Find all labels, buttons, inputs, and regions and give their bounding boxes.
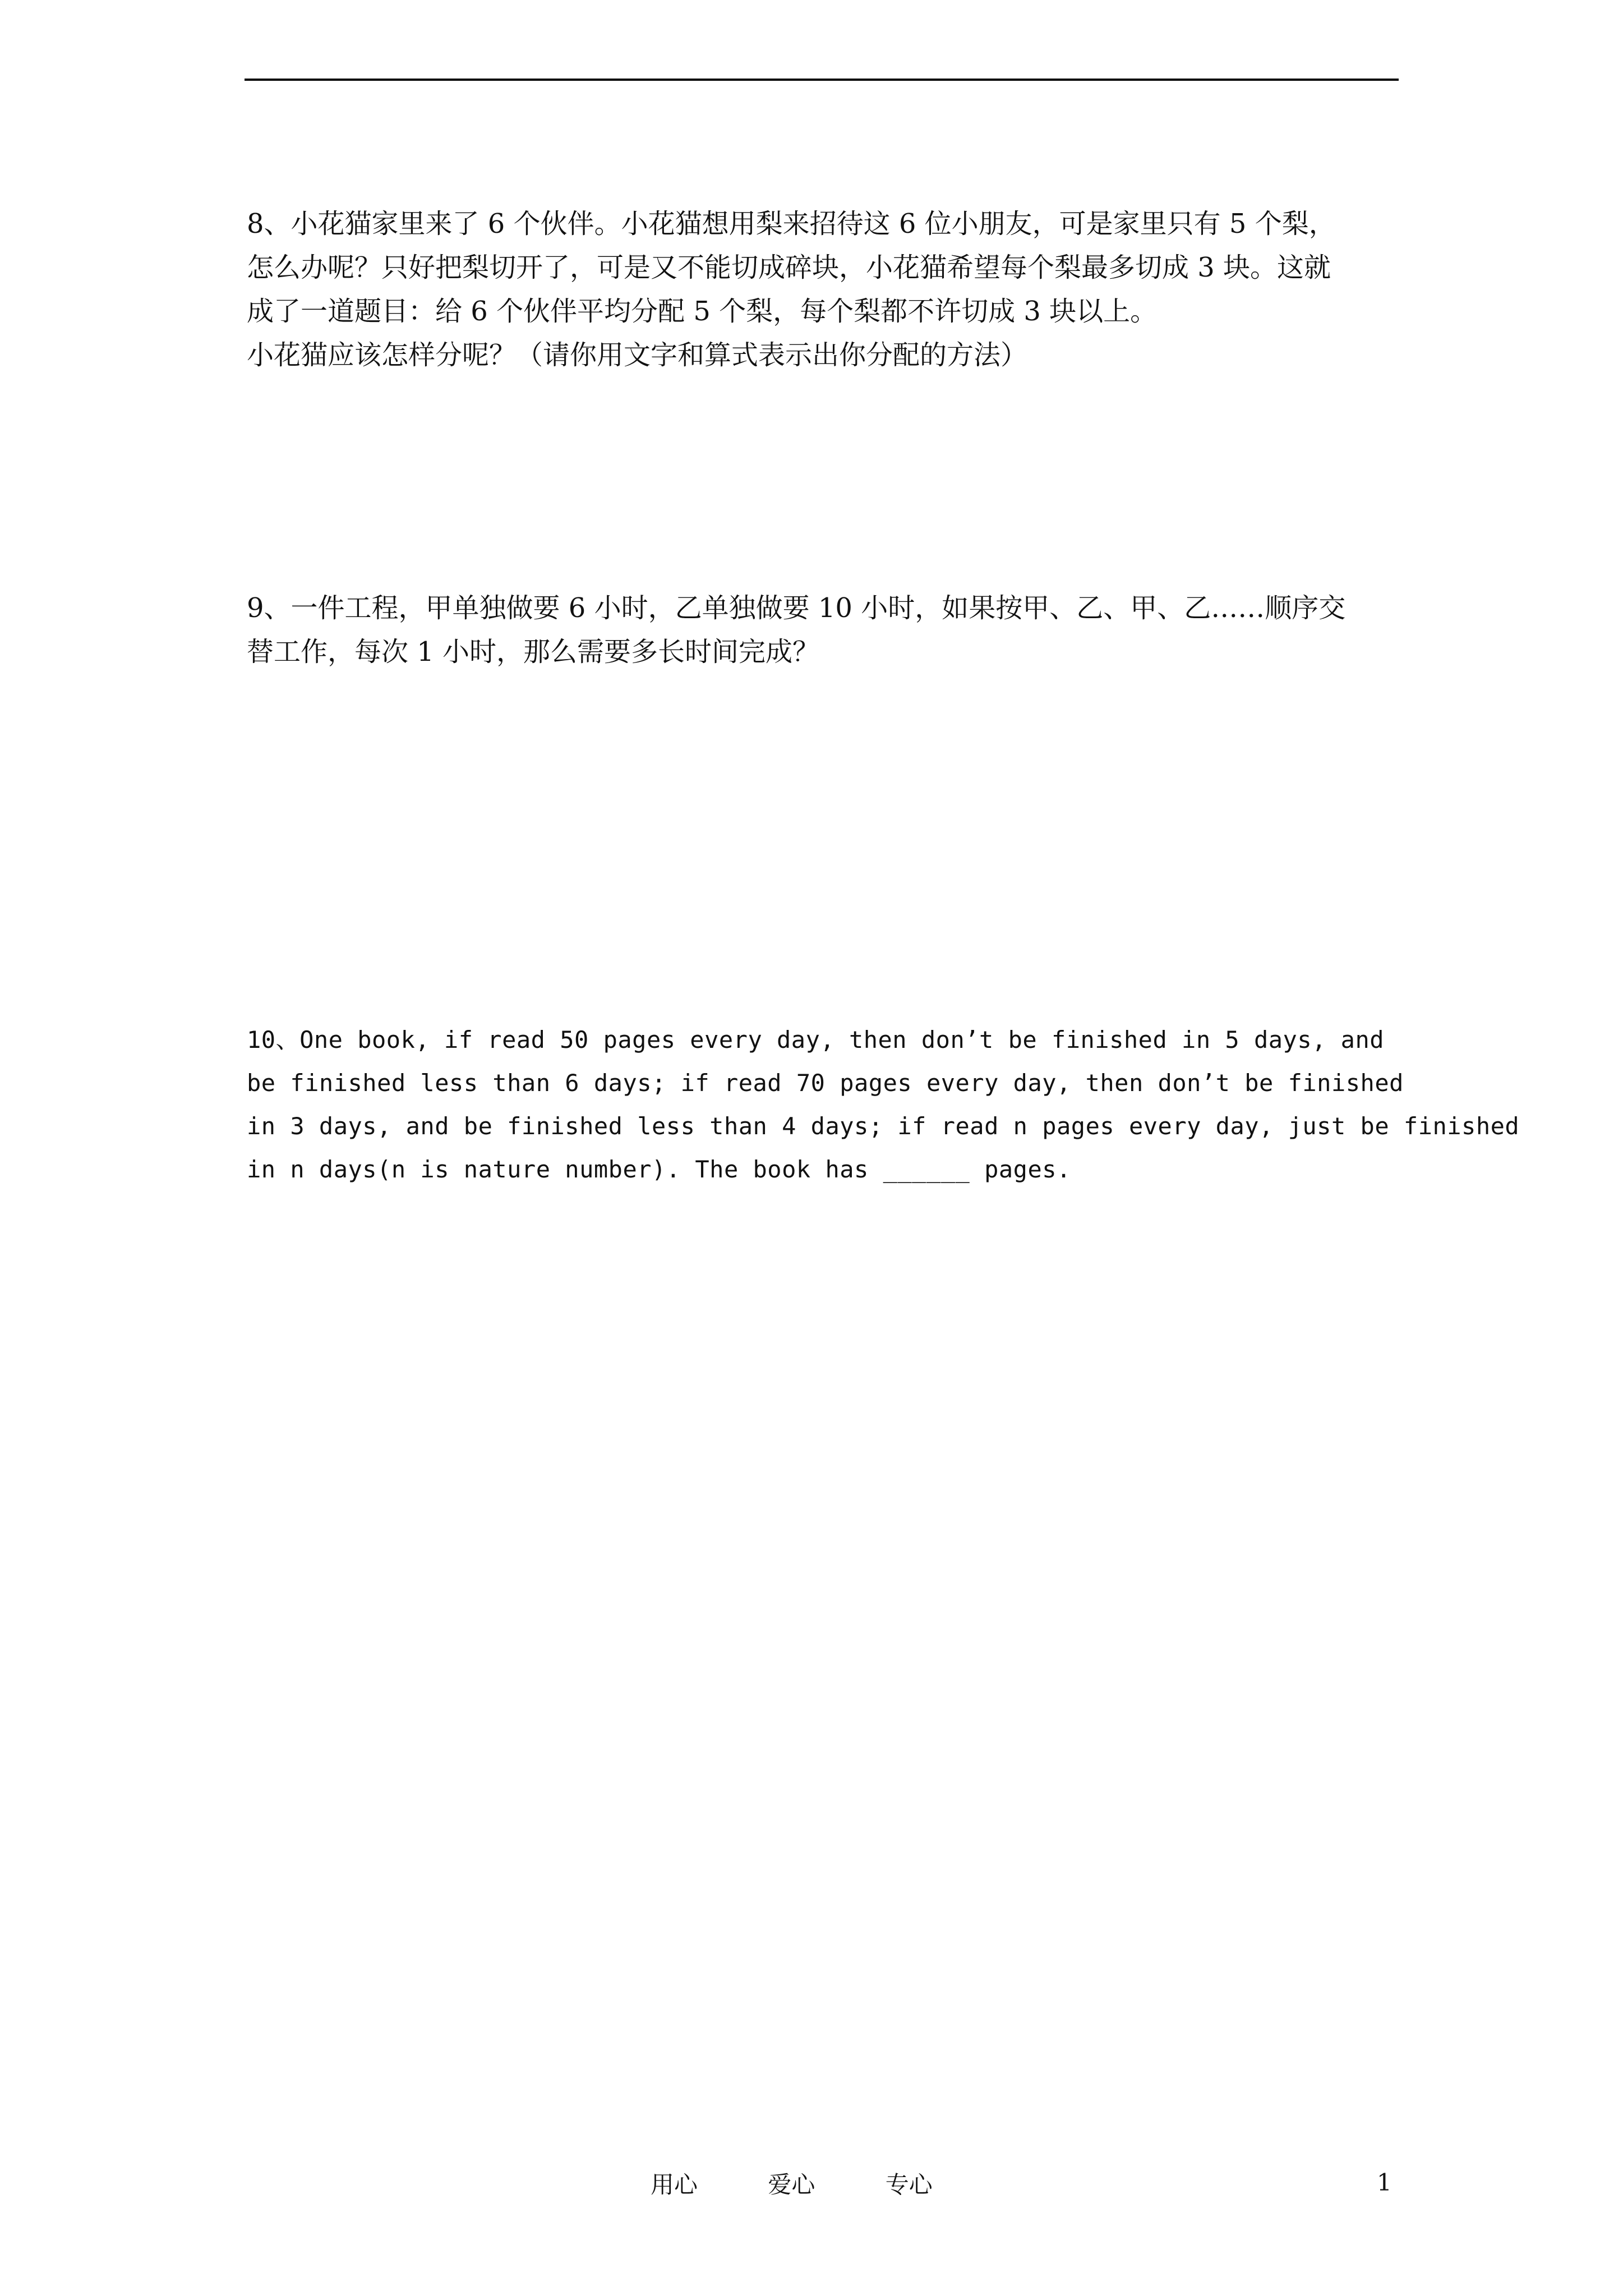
question-9 bbox=[247, 586, 1402, 674]
question-8-line: 成了一道题目：给 6 个伙伴平均分配 5 个梨，每个梨都不许切成 3 块以上。 bbox=[247, 296, 1158, 327]
question-8-line: 怎么办呢？只好把梨切开了，可是又不能切成碎块，小花猫希望每个梨最多切成 3 块。这就 bbox=[247, 252, 1331, 283]
footer-slogan-item: 用心 bbox=[651, 2171, 698, 2198]
footer-slogan-item: 爱心 bbox=[768, 2171, 815, 2198]
question-10-line: 10、One book, if read 50 pages every day, then don’t be finished in 5 days, and bbox=[247, 1026, 1385, 1053]
question-9-line: 替工作，每次 1 小时，那么需要多长时间完成？ bbox=[247, 636, 820, 668]
question-10 bbox=[247, 1018, 1520, 1191]
question-9-line: 9、一件工程，甲单独做要 6 小时，乙单独做要 10 小时，如果按甲、乙、甲、乙……顺序交 bbox=[247, 592, 1346, 624]
footer-slogan-item: 专心 bbox=[885, 2171, 933, 2198]
question-10-line: be finished less than 6 days; if read 70 pages every day, then don’t be finished bbox=[247, 1069, 1404, 1097]
question-10-line: in 3 days, and be finished less than 4 days; if read n pages every day, just be finished bbox=[247, 1112, 1520, 1140]
question-8-line: 小花猫应该怎样分呢？（请你用文字和算式表示出你分配的方法） bbox=[247, 339, 1028, 371]
header-rule bbox=[245, 79, 1399, 81]
page-number: 1 bbox=[1377, 2169, 1392, 2196]
footer-slogan bbox=[651, 2166, 933, 2200]
question-8 bbox=[247, 202, 1402, 377]
question-8-line: 8、小花猫家里来了 6 个伙伴。小花猫想用梨来招待这 6 位小朋友，可是家里只有 5 个梨， bbox=[247, 208, 1336, 240]
question-10-line: in n days(n is nature number). The book has ______ pages. bbox=[247, 1156, 1071, 1183]
